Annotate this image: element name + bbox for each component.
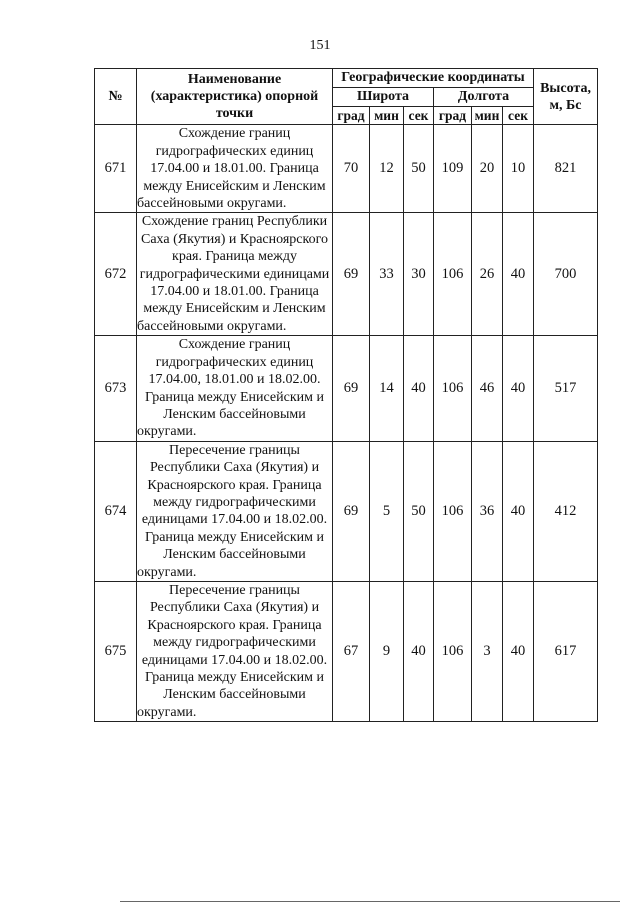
lat-min-cell: 14 [370, 336, 404, 441]
height-cell: 700 [534, 213, 598, 336]
lon-min-cell: 20 [472, 125, 503, 213]
lon-sec-cell: 10 [503, 125, 534, 213]
lat-min-cell: 12 [370, 125, 404, 213]
bottom-rule [120, 901, 620, 902]
header-point-name: Наименование (характеристика) опорной точки [137, 69, 333, 125]
point-description: Схождение границ Республики Саха (Якутия) и Красноярского края. Граница между гидрографическими единицами 17.04.00 и 18.01.00. Граница между Енисейским и Ленским бассейновыми округами. [137, 213, 333, 336]
header-number: № [95, 69, 137, 125]
lat-deg-cell: 69 [333, 213, 370, 336]
row-number: 671 [95, 125, 137, 213]
header-lat-sec: сек [404, 107, 434, 125]
header-latitude: Широта [333, 88, 434, 107]
lon-deg-cell: 106 [434, 213, 472, 336]
height-cell: 517 [534, 336, 598, 441]
header-lon-min: мин [472, 107, 503, 125]
header-height: Высота, м, Бс [534, 69, 598, 125]
table-row [95, 125, 598, 213]
lon-deg-cell: 106 [434, 581, 472, 721]
lon-deg-cell: 109 [434, 125, 472, 213]
lat-sec-cell: 40 [404, 336, 434, 441]
table-row [95, 336, 598, 441]
lat-sec-cell: 50 [404, 125, 434, 213]
point-description: Пересечение границы Республики Саха (Якутия) и Красноярского края. Граница между гидрографическими единицами 17.04.00 и 18.02.00. Граница между Енисейским и Ленским бассейновыми округами. [137, 441, 333, 581]
lon-sec-cell: 40 [503, 441, 534, 581]
header-lon-deg: град [434, 107, 472, 125]
header-lat-deg: град [333, 107, 370, 125]
lon-sec-cell: 40 [503, 581, 534, 721]
page-number: 151 [309, 38, 331, 53]
lat-min-cell: 33 [370, 213, 404, 336]
lat-deg-cell: 69 [333, 441, 370, 581]
header-longitude: Долгота [434, 88, 534, 107]
point-description: Схождение границ гидрографических единиц 17.04.00 и 18.01.00. Граница между Енисейским и Ленским бассейновыми округами. [137, 125, 333, 213]
row-number: 672 [95, 213, 137, 336]
header-lat-min: мин [370, 107, 404, 125]
coordinates-table [94, 68, 598, 722]
table-row [95, 441, 598, 581]
table-row [95, 213, 598, 336]
lat-deg-cell: 70 [333, 125, 370, 213]
lat-deg-cell: 69 [333, 336, 370, 441]
lon-deg-cell: 106 [434, 336, 472, 441]
lon-min-cell: 26 [472, 213, 503, 336]
height-cell: 412 [534, 441, 598, 581]
header-lon-sec: сек [503, 107, 534, 125]
height-cell: 617 [534, 581, 598, 721]
row-number: 675 [95, 581, 137, 721]
lon-min-cell: 36 [472, 441, 503, 581]
header-geo-coordinates: Географические координаты [333, 69, 534, 88]
lat-min-cell: 5 [370, 441, 404, 581]
height-cell: 821 [534, 125, 598, 213]
lon-min-cell: 3 [472, 581, 503, 721]
lon-min-cell: 46 [472, 336, 503, 441]
lat-min-cell: 9 [370, 581, 404, 721]
point-description: Пересечение границы Республики Саха (Якутия) и Красноярского края. Граница между гидрографическими единицами 17.04.00 и 18.02.00. Граница между Енисейским и Ленским бассейновыми округами. [137, 581, 333, 721]
row-number: 673 [95, 336, 137, 441]
lat-deg-cell: 67 [333, 581, 370, 721]
lon-deg-cell: 106 [434, 441, 472, 581]
point-description: Схождение границ гидрографических единиц 17.04.00, 18.01.00 и 18.02.00. Граница между Енисейским и Ленским бассейновыми округами. [137, 336, 333, 441]
row-number: 674 [95, 441, 137, 581]
lon-sec-cell: 40 [503, 213, 534, 336]
lon-sec-cell: 40 [503, 336, 534, 441]
table-row [95, 581, 598, 721]
lat-sec-cell: 50 [404, 441, 434, 581]
lat-sec-cell: 30 [404, 213, 434, 336]
lat-sec-cell: 40 [404, 581, 434, 721]
